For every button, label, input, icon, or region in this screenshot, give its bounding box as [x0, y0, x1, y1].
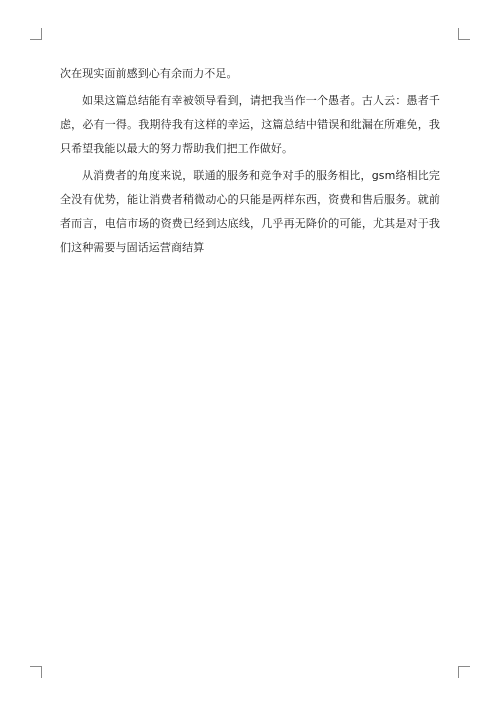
- corner-mark-bottom-right: [458, 666, 470, 678]
- corner-mark-top-left: [30, 28, 42, 40]
- paragraph: 如果这篇总结能有幸被领导看到，请把我当作一个愚者。古人云：愚者千虑，必有一得。我期待我有这样的幸运，这篇总结中错误和纰漏在所难免，我只希望我能以最大的努力帮助我们把工作做好。: [60, 94, 440, 155]
- paragraph-continuation: 次在现实面前感到心有余而力不足。: [60, 67, 238, 80]
- corner-mark-top-right: [458, 28, 470, 40]
- paragraph: 从消费者的角度来说，联通的服务和竞争对手的服务相比，gsm络相比完全没有优势，能让消费者稍微动心的只能是两样东西，资费和售后服务。就前者而言，电信市场的资费已经到达底线，几乎再无降价的可能，尤其是对于我们这种需要与固话运营商结算: [60, 169, 440, 254]
- corner-mark-bottom-left: [30, 666, 42, 678]
- document-body: [60, 62, 440, 263]
